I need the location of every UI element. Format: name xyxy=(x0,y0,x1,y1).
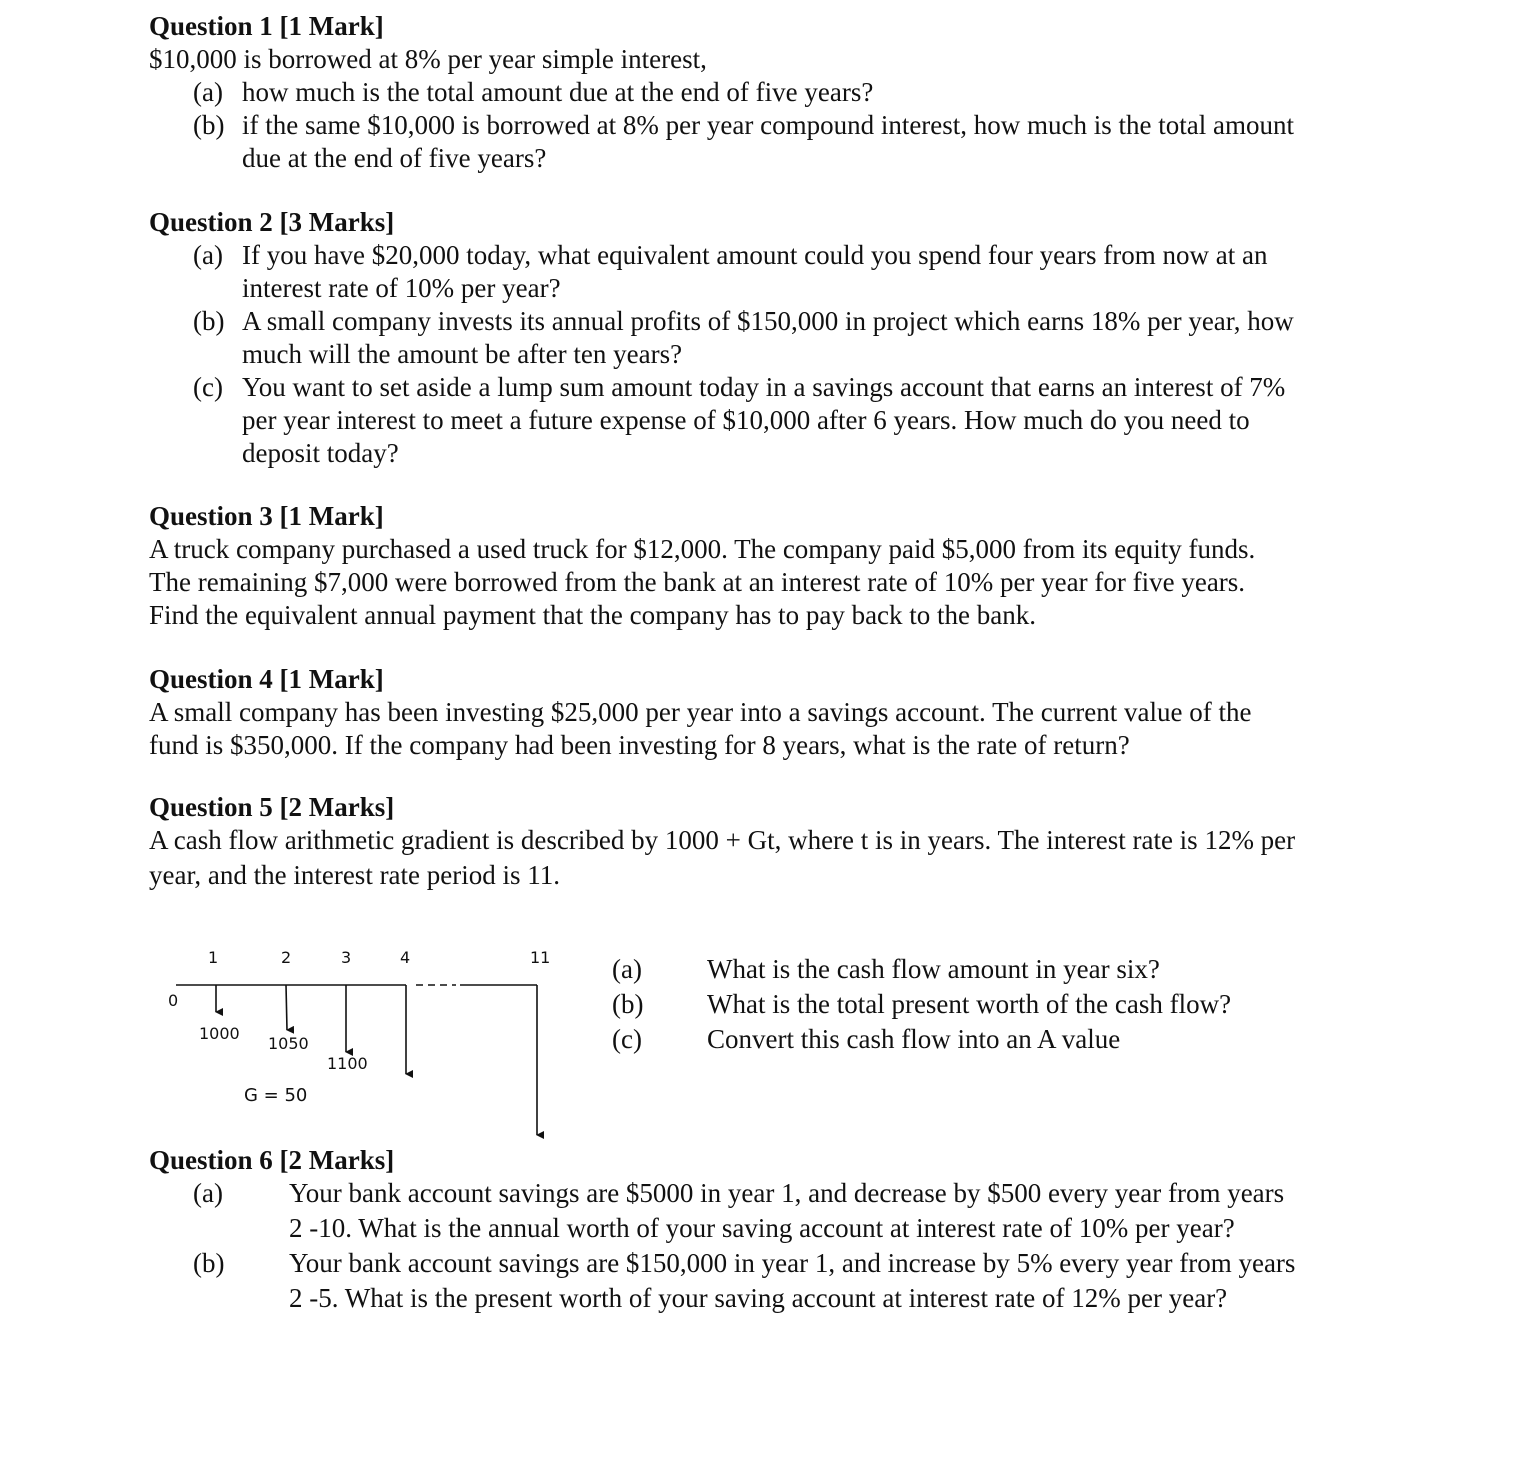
amount-label: 1000 xyxy=(199,1024,240,1043)
part-label: (c) xyxy=(193,372,223,402)
part-label: (a) xyxy=(193,240,223,270)
period-label: 3 xyxy=(341,948,352,967)
part-text: due at the end of five years? xyxy=(242,143,547,173)
part-text: interest rate of 10% per year? xyxy=(242,273,561,303)
cash-flow-arrow-2 xyxy=(286,985,287,1030)
question-title: Question 4 [1 Mark] xyxy=(149,664,384,694)
part-text: You want to set aside a lump sum amount today in a savings account that earns an interest of 7% xyxy=(242,372,1286,402)
part-text: If you have $20,000 today, what equivalent amount could you spend four years from now at an xyxy=(242,240,1268,270)
question-text: $10,000 is borrowed at 8% per year simple interest, xyxy=(149,44,707,74)
gradient-label: G = 50 xyxy=(244,1085,308,1106)
part-label: (b) xyxy=(612,989,644,1019)
question-text: A small company has been investing $25,000 per year into a savings account. The current value of the xyxy=(149,697,1252,727)
part-text: much will the amount be after ten years? xyxy=(242,339,683,369)
question-title: Question 1 [1 Mark] xyxy=(149,11,384,41)
part-label: (b) xyxy=(193,110,225,140)
part-text: deposit today? xyxy=(242,438,399,468)
part-label: (a) xyxy=(193,77,223,107)
period-label: 0 xyxy=(168,991,179,1010)
question-text: The remaining $7,000 were borrowed from the bank at an interest rate of 10% per year for five years. xyxy=(149,567,1246,597)
part-text: if the same $10,000 is borrowed at 8% per year compound interest, how much is the total amount xyxy=(242,110,1294,140)
part-text: how much is the total amount due at the end of five years? xyxy=(242,77,874,107)
part-label: (c) xyxy=(612,1024,642,1054)
part-text: What is the cash flow amount in year six? xyxy=(707,954,1160,984)
question-title: Question 5 [2 Marks] xyxy=(149,792,395,822)
question-title: Question 6 [2 Marks] xyxy=(149,1145,395,1175)
period-label: 2 xyxy=(281,948,292,967)
part-text: What is the total present worth of the cash flow? xyxy=(707,989,1232,1019)
question-title: Question 2 [3 Marks] xyxy=(149,207,395,237)
period-label: 11 xyxy=(530,948,551,967)
part-text: Convert this cash flow into an A value xyxy=(707,1024,1121,1054)
question-text: year, and the interest rate period is 11. xyxy=(149,860,561,890)
part-label: (a) xyxy=(193,1178,223,1208)
period-label: 1 xyxy=(208,948,219,967)
question-text: fund is $350,000. If the company had been investing for 8 years, what is the rate of return? xyxy=(149,730,1130,760)
question-6 xyxy=(149,1144,1296,1317)
part-text: per year interest to meet a future expense of $10,000 after 6 years. How much do you need to xyxy=(242,405,1250,435)
part-label: (b) xyxy=(193,306,225,336)
question-text: A cash flow arithmetic gradient is described by 1000 + Gt, where t is in years. The interest rate is 12% per xyxy=(149,825,1296,855)
period-label: 4 xyxy=(400,948,411,967)
question-text: Find the equivalent annual payment that the company has to pay back to the bank. xyxy=(149,600,1037,630)
cash-flow-diagram xyxy=(0,0,620,1150)
part-text: Your bank account savings are $5000 in year 1, and decrease by $500 every year from years xyxy=(289,1178,1285,1208)
part-text: A small company invests its annual profits of $150,000 in project which earns 18% per year, how xyxy=(242,306,1294,336)
part-text: Your bank account savings are $150,000 in year 1, and increase by 5% every year from years xyxy=(289,1248,1296,1278)
amount-label: 1100 xyxy=(327,1054,368,1073)
part-text: 2 -10. What is the annual worth of your saving account at interest rate of 10% per year? xyxy=(289,1213,1235,1243)
amount-label: 1050 xyxy=(268,1034,309,1053)
question-title: Question 3 [1 Mark] xyxy=(149,501,384,531)
question-text: A truck company purchased a used truck for $12,000. The company paid $5,000 from its equity funds. xyxy=(149,534,1256,564)
part-text: 2 -5. What is the present worth of your saving account at interest rate of 12% per year? xyxy=(289,1283,1228,1313)
part-label: (a) xyxy=(612,954,642,984)
part-label: (b) xyxy=(193,1248,225,1278)
